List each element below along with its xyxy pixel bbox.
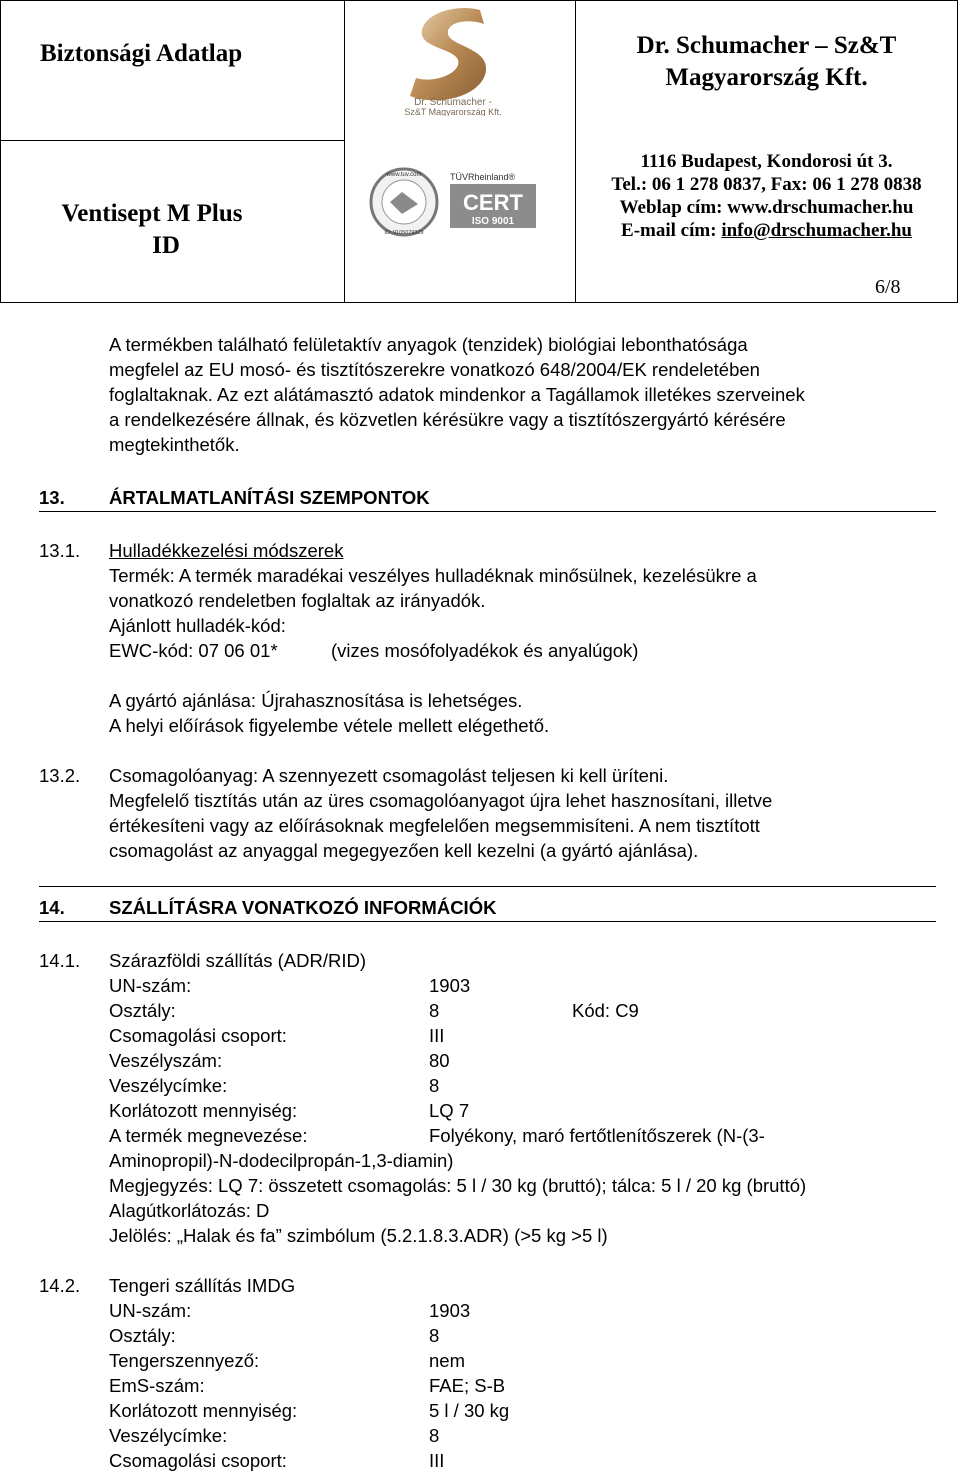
adr-value: LQ 7 — [429, 1100, 470, 1121]
waste-line: Termék: A termék maradékai veszélyes hulladéknak minősülnek, kezelésükre a — [109, 565, 757, 586]
adr-value: 80 — [429, 1050, 450, 1071]
packaging-line: Megfelelő tisztítás után az üres csomagolóanyagot újra lehet hasznosítani, illetve — [109, 790, 773, 811]
adr-class-code: Kód: C9 — [572, 1000, 639, 1021]
ewc-description: (vizes mosófolyadékok és anyalúgok) — [331, 640, 639, 661]
imdg-label: Osztály: — [109, 1325, 176, 1346]
cert-word: CERT — [463, 190, 523, 215]
imdg-label: UN-szám: — [109, 1300, 192, 1321]
doc-type-title: Biztonsági Adatlap — [40, 40, 243, 67]
intro-line: megtekinthetők. — [109, 434, 240, 455]
section-14-number: 14. — [39, 897, 65, 918]
recommendation-line: A gyártó ajánlása: Újrahasznosítása is lehetséges. — [109, 690, 523, 711]
manufacturer-recommendation — [109, 688, 939, 738]
adr-value: 8 — [429, 1075, 440, 1096]
waste-line: Ajánlott hulladék-kód: — [109, 615, 286, 636]
web-label: Weblap cím: — [619, 197, 728, 218]
company-phone: Tel.: 06 1 278 0837, Fax: 06 1 278 0838 — [611, 174, 922, 195]
logo-text1: Dr. Schumacher - — [414, 97, 492, 108]
recommendation-line: A helyi előírások figyelembe vétele mellett elégethető. — [109, 715, 550, 736]
imdg-value: 5 l / 30 kg — [429, 1400, 510, 1421]
packaging-line: csomagolást az anyaggal megegyezően kell kezelni (a gyártó ajánlása). — [109, 840, 699, 861]
adr-value: 1903 — [429, 975, 471, 996]
ewc-code: EWC-kód: 07 06 01* — [109, 640, 278, 661]
product-name — [61, 198, 266, 262]
cert-id: ID: 9105079329 — [384, 230, 424, 236]
adr-label: Veszélycímke: — [109, 1075, 228, 1096]
section-14-rule-top — [39, 886, 936, 887]
logo-s-icon — [388, 4, 518, 116]
section-13-title: ÁRTALMATLANÍTÁSI SZEMPONTOK — [109, 487, 430, 508]
company-address: 1116 Budapest, Kondorosi út 3. — [640, 151, 893, 172]
email-link[interactable]: info@drschumacher.hu — [721, 220, 912, 241]
packaging-line: Csomagolóanyag: A szennyezett csomagolást teljesen ki kell üríteni. — [109, 765, 669, 786]
adr-label: Osztály: — [109, 1000, 176, 1021]
adr-tunnel-restriction: Alagútkorlátozás: D — [109, 1200, 270, 1221]
adr-label: UN-szám: — [109, 975, 192, 996]
subsection-13-2-number: 13.2. — [39, 765, 81, 786]
imdg-value: FAE; S-B — [429, 1375, 506, 1396]
header-divider-row-left — [0, 140, 344, 141]
tuv-cert-icon — [368, 162, 540, 240]
page-number: 6/8 — [875, 276, 901, 298]
company-line1: Dr. Schumacher – Sz&T — [636, 32, 897, 59]
tuv-cert-logo — [368, 162, 540, 240]
company-line2: Magyarország Kft. — [665, 64, 868, 91]
adr-label: Csomagolási csoport: — [109, 1025, 287, 1046]
section-14-title: SZÁLLÍTÁSRA VONATKOZÓ INFORMÁCIÓK — [109, 897, 497, 918]
section-13-rule — [39, 511, 936, 512]
intro-line: megfelel az EU mosó- és tisztítószerekre vonatkozó 648/2004/EK rendeletében — [109, 359, 760, 380]
adr-value: III — [429, 1025, 445, 1046]
adr-product-name-cont: Aminopropil)-N-dodecilpropán-1,3-diamin) — [109, 1150, 454, 1171]
subsection-14-1-title: Szárazföldi szállítás (ADR/RID) — [109, 950, 367, 971]
company-web — [575, 196, 958, 219]
company-contact — [575, 150, 958, 242]
imdg-label: EmS-szám: — [109, 1375, 205, 1396]
intro-line: a rendelkezésére állnak, és közvetlen kérésükre vagy a tisztítószergyártó kérésére — [109, 409, 786, 430]
company-logo — [388, 4, 518, 116]
adr-label: Veszélyszám: — [109, 1050, 223, 1071]
email-label: E-mail cím: — [621, 220, 722, 241]
company-email — [575, 219, 958, 242]
imdg-value: nem — [429, 1350, 465, 1371]
waste-methods — [109, 563, 939, 638]
intro-line: A termékben található felületaktív anyagok (tenzidek) biológiai lebonthatósága — [109, 334, 748, 355]
subsection-14-1-number: 14.1. — [39, 950, 81, 971]
adr-label: A termék megnevezése: — [109, 1125, 308, 1146]
adr-marking: Jelölés: „Halak és fa” szimbólum (5.2.1.8.3.ADR) (>5 kg >5 l) — [109, 1225, 608, 1246]
web-link[interactable]: www.drschumacher.hu — [727, 197, 914, 218]
imdg-value: III — [429, 1450, 445, 1471]
product-name-line2: ID — [152, 232, 180, 259]
section-13-number: 13. — [39, 487, 65, 508]
section-14-rule — [39, 921, 936, 922]
cert-url: www.tuv.com — [386, 172, 422, 178]
imdg-label: Veszélycímke: — [109, 1425, 228, 1446]
imdg-value: 8 — [429, 1425, 440, 1446]
imdg-value: 8 — [429, 1325, 440, 1346]
adr-value: Folyékony, maró fertőtlenítőszerek (N-(3- — [429, 1125, 765, 1146]
header-divider-left — [344, 0, 345, 303]
cert-iso: ISO 9001 — [471, 216, 515, 227]
adr-value: 8 — [429, 1000, 440, 1021]
subsection-14-2-number: 14.2. — [39, 1275, 81, 1296]
packaging-disposal — [109, 763, 939, 863]
imdg-label: Korlátozott mennyiség: — [109, 1400, 298, 1421]
packaging-line: értékesíteni vagy az előírásoknak megfelelően megsemmisíteni. A nem tisztított — [109, 815, 760, 836]
cert-brand: TÜVRheinland® — [450, 172, 516, 182]
subsection-13-1-number: 13.1. — [39, 540, 81, 561]
subsection-14-2-title: Tengeri szállítás IMDG — [109, 1275, 296, 1296]
company-name — [575, 30, 958, 94]
imdg-value: 1903 — [429, 1300, 471, 1321]
subsection-13-1-title: Hulladékkezelési módszerek — [109, 540, 344, 561]
intro-line: foglaltaknak. Az ezt alátámasztó adatok mindenkor a Tagállamok illetékes szerveinek — [109, 384, 805, 405]
logo-text2: Sz&T Magyarország Kft. — [404, 107, 502, 116]
waste-line: vonatkozó rendeletben foglaltak az irányadók. — [109, 590, 486, 611]
imdg-label: Csomagolási csoport: — [109, 1450, 287, 1471]
imdg-label: Tengerszennyező: — [109, 1350, 260, 1371]
adr-note: Megjegyzés: LQ 7: összetett csomagolás: 5 l / 30 kg (bruttó); tálca: 5 l / 20 kg (bruttó) — [109, 1175, 807, 1196]
product-name-line1: Ventisept M Plus — [61, 200, 243, 227]
intro-paragraph — [109, 332, 939, 457]
adr-label: Korlátozott mennyiség: — [109, 1100, 298, 1121]
